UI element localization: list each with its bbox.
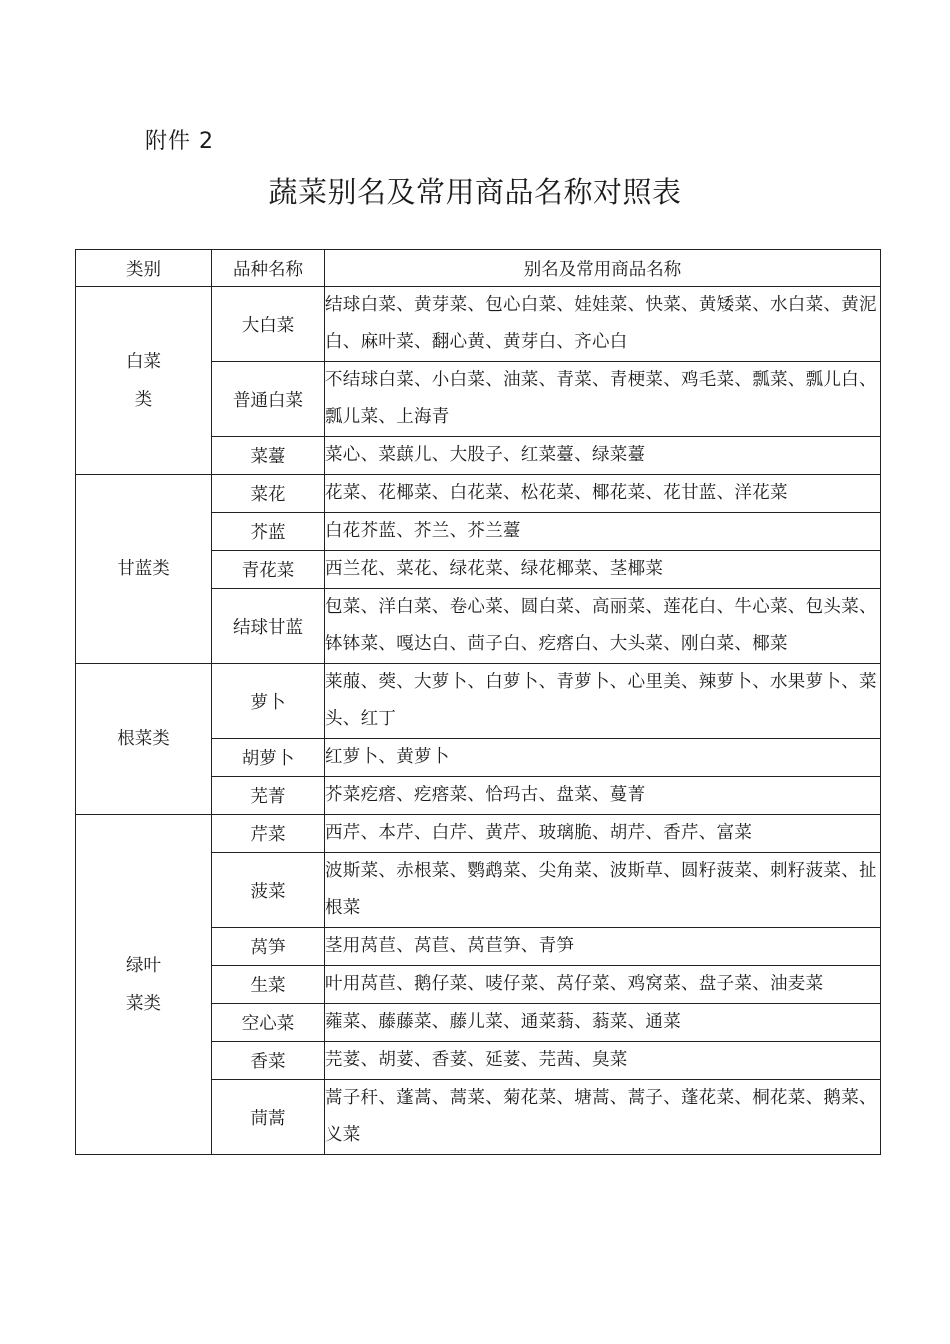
aliases-cell: 芫荽、胡荽、香荽、延荽、芫茜、臭菜 — [325, 1042, 881, 1080]
variety-cell: 萝卜 — [212, 664, 325, 739]
aliases-cell: 蕹菜、藤藤菜、藤儿菜、通菜蓊、蓊菜、通菜 — [325, 1004, 881, 1042]
category-cell — [76, 287, 212, 475]
table-header-row — [76, 250, 881, 287]
header-aliases: 别名及常用商品名称 — [325, 250, 881, 287]
variety-cell: 芹菜 — [212, 815, 325, 853]
aliases-cell: 茎用莴苣、莴苣、莴苣笋、青笋 — [325, 928, 881, 966]
variety-cell: 菠菜 — [212, 853, 325, 928]
table-row — [76, 287, 881, 362]
variety-cell: 普通白菜 — [212, 362, 325, 437]
variety-cell: 芜菁 — [212, 777, 325, 815]
aliases-cell: 红萝卜、黄萝卜 — [325, 739, 881, 777]
aliases-cell: 菜心、菜蕻儿、大股子、红菜薹、绿菜薹 — [325, 437, 881, 475]
variety-cell: 胡萝卜 — [212, 739, 325, 777]
variety-cell: 香菜 — [212, 1042, 325, 1080]
aliases-cell: 白花芥蓝、芥兰、芥兰薹 — [325, 513, 881, 551]
category-cell — [76, 664, 212, 815]
category-label: 绿叶菜类 — [126, 955, 161, 1014]
variety-cell: 菜薹 — [212, 437, 325, 475]
variety-cell: 生菜 — [212, 966, 325, 1004]
document-title: 蔬菜别名及常用商品名称对照表 — [268, 175, 682, 209]
aliases-cell: 不结球白菜、小白菜、油菜、青菜、青梗菜、鸡毛菜、瓢菜、瓢儿白、瓢儿菜、上海青 — [325, 362, 881, 437]
aliases-cell: 波斯菜、赤根菜、鹦鹉菜、尖角菜、波斯草、圆籽菠菜、刺籽菠菜、扯根菜 — [325, 853, 881, 928]
category-label: 根菜类 — [117, 729, 170, 749]
variety-cell: 青花菜 — [212, 551, 325, 589]
variety-cell: 莴笋 — [212, 928, 325, 966]
aliases-cell: 莱菔、葖、大萝卜、白萝卜、青萝卜、心里美、辣萝卜、水果萝卜、菜头、红丁 — [325, 664, 881, 739]
category-cell — [76, 475, 212, 664]
category-label: 白菜类 — [126, 351, 161, 410]
variety-cell: 茼蒿 — [212, 1080, 325, 1155]
variety-cell: 空心菜 — [212, 1004, 325, 1042]
attachment-label: 附件 2 — [145, 129, 214, 154]
aliases-cell: 包菜、洋白菜、卷心菜、圆白菜、高丽菜、莲花白、牛心菜、包头菜、钵钵菜、嘎达白、茴子白、疙瘩白、大头菜、刚白菜、椰菜 — [325, 589, 881, 664]
aliases-cell: 结球白菜、黄芽菜、包心白菜、娃娃菜、快菜、黄矮菜、水白菜、黄泥白、麻叶菜、翻心黄、黄芽白、齐心白 — [325, 287, 881, 362]
variety-cell: 大白菜 — [212, 287, 325, 362]
category-label: 甘蓝类 — [117, 559, 170, 579]
aliases-cell: 西芹、本芹、白芹、黄芹、玻璃脆、胡芹、香芹、富菜 — [325, 815, 881, 853]
table-row — [76, 815, 881, 853]
aliases-cell: 花菜、花椰菜、白花菜、松花菜、椰花菜、花甘蓝、洋花菜 — [325, 475, 881, 513]
table-row — [76, 475, 881, 513]
table-row — [76, 664, 881, 739]
variety-cell: 芥蓝 — [212, 513, 325, 551]
aliases-cell: 蒿子秆、蓬蒿、蒿菜、菊花菜、塘蒿、蒿子、蓬花菜、桐花菜、鹅菜、义菜 — [325, 1080, 881, 1155]
variety-cell: 菜花 — [212, 475, 325, 513]
aliases-cell: 芥菜疙瘩、疙瘩菜、恰玛古、盘菜、蔓菁 — [325, 777, 881, 815]
category-cell — [76, 815, 212, 1155]
header-category: 类别 — [76, 250, 212, 287]
header-variety: 品种名称 — [212, 250, 325, 287]
aliases-cell: 叶用莴苣、鹅仔菜、唛仔菜、莴仔菜、鸡窝菜、盘子菜、油麦菜 — [325, 966, 881, 1004]
vegetable-alias-table — [75, 249, 881, 1155]
aliases-cell: 西兰花、菜花、绿花菜、绿花椰菜、茎椰菜 — [325, 551, 881, 589]
variety-cell: 结球甘蓝 — [212, 589, 325, 664]
